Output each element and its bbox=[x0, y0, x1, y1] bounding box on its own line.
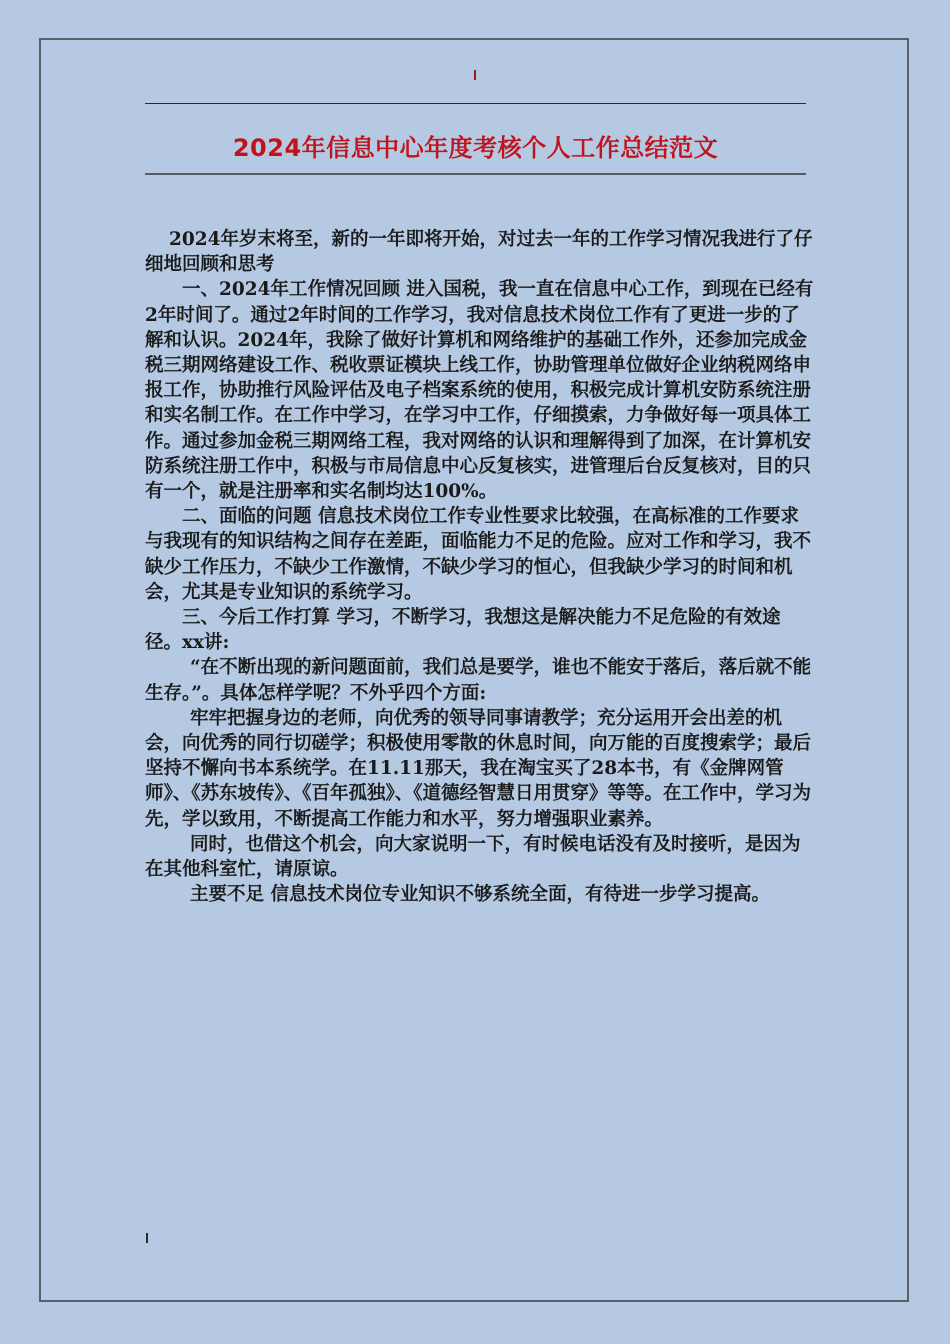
header-rule bbox=[145, 103, 806, 104]
paragraph-learning: 牢牢把握身边的老师，向优秀的领导同事请教学；充分运用开会出差的机会，向优秀的同行切磋学；积极使用零散的休息时间，向万能的百度搜索学；最后坚持不懈向书本系统学。在11.11那天，我在淘宝买了28本书，有《金牌网管师》、《苏东坡传》、《百年孤独》、《道德经智慧日用贯穿》等等。在工作中，学习为先，学以致用，不断提高工作能力和水平，努力增强职业素养。 bbox=[145, 707, 812, 830]
paragraph-apology: 同时，也借这个机会，向大家说明一下，有时候电话没有及时接听，是因为在其他科室忙，请原谅。 bbox=[145, 833, 801, 881]
paragraph-review: 一、2024年工作情况回顾 进入国税，我一直在信息中心工作，到现在已经有2年时间了。通过2年时间的工作学习，我对信息技术岗位工作有了更进一步的了解和认识。2024年，我除了做好计算机和网络维护的基础工作外，还参加完成金税三期网络建设工作、税收票证模块上线工作，协助管理单位做好企业纳税网络申报工作，协助推行风险评估及电子档案系统的使用，积极完成计算机安防系统注册和实名制工作。在工作中学习，在学习中工作，仔细摸索，力争做好每一项具体工作。通过参加金税三期网络工程，我对网络的认识和理解得到了加深，在计算机安防系统注册工作中，积极与市局信息中心反复核实，进管理后台反复核对，目的只有一个，就是注册率和实名制均达100%。 bbox=[145, 279, 814, 503]
document-body bbox=[145, 227, 817, 907]
document-title: 2024年信息中心年度考核个人工作总结范文 bbox=[232, 134, 719, 162]
paragraph-problems: 二、面临的问题 信息技术岗位工作专业性要求比较强，在高标准的工作要求与我现有的知识结构之间存在差距，面临能力不足的危险。应对工作和学习，我不缺少工作压力，不缺少工作激情，不缺少学习的恒心，但我缺少学习的时间和机会，尤其是专业知识的系统学习。 bbox=[145, 506, 812, 603]
paragraph-plans: 三、今后工作打算 学习，不断学习，我想这是解决能力不足危险的有效途径。xx讲: bbox=[145, 607, 781, 654]
header-mark bbox=[474, 70, 476, 80]
paragraph-intro: 2024年岁末将至，新的一年即将开始，对过去一年的工作学习情况我进行了仔细地回顾和思考 bbox=[145, 229, 813, 276]
paragraph-shortcomings: 主要不足 信息技术岗位专业知识不够系统全面，有待进一步学习提高。 bbox=[190, 884, 770, 906]
footer-mark bbox=[146, 1233, 148, 1243]
paragraph-quote: “在不断出现的新问题面前，我们总是要学，谁也不能安于落后，落后就不能生存。”。具体怎样学呢？不外乎四个方面: bbox=[145, 657, 812, 704]
title-rule bbox=[145, 173, 806, 175]
